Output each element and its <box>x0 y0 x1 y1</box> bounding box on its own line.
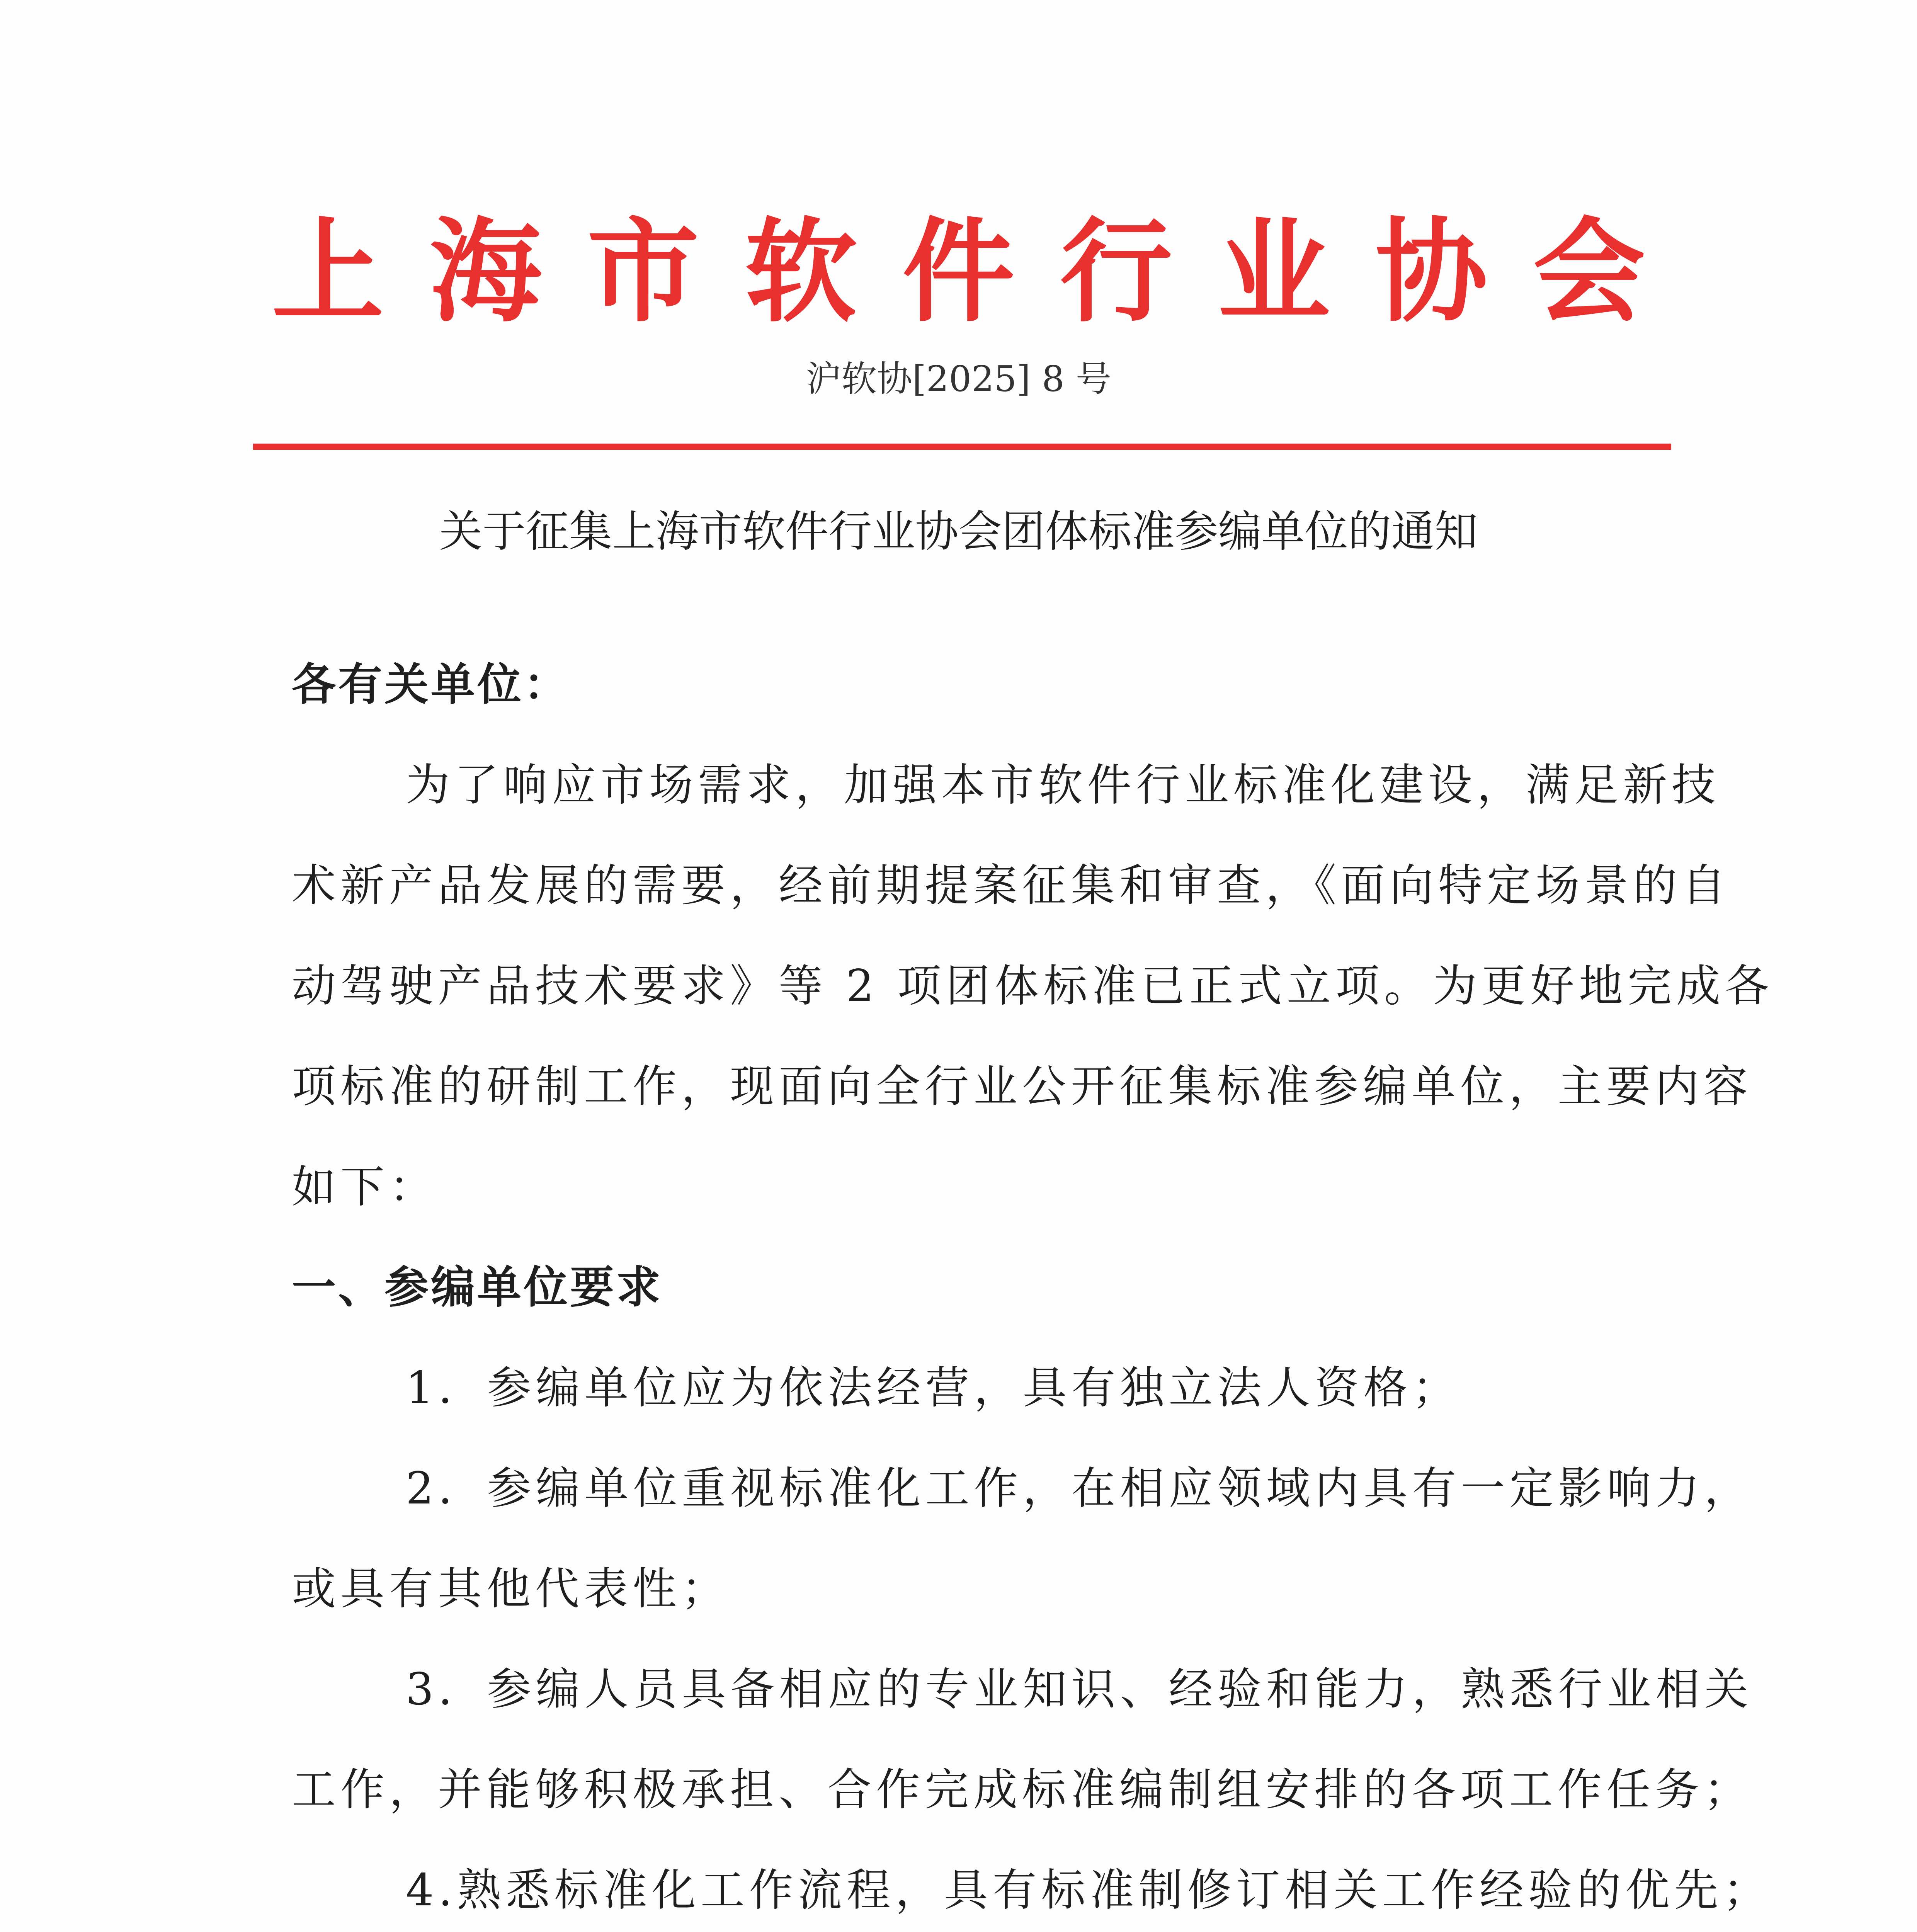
document-number: 沪软协[2025] 8 号 <box>806 358 1111 400</box>
section1-item-continuation: 工作，并能够积极承担、合作完成标准编制组安排的各项工作任务； <box>292 1764 1753 1815</box>
letterhead-org-name: 上海市软件行业协会 <box>272 207 1691 337</box>
intro-line: 动驾驶产品技术要求》等 2 项团体标准已正式立项。为更好地完成各 <box>292 960 1774 1012</box>
document-title: 关于征集上海市软件行业协会团体标准参编单位的通知 <box>439 507 1478 557</box>
section1-item: 1．参编单位应为依法经营，具有独立法人资格； <box>406 1362 1461 1413</box>
intro-line: 项标准的研制工作，现面向全行业公开征集标准参编单位，主要内容 <box>292 1061 1753 1112</box>
salutation: 各有关单位： <box>292 659 570 710</box>
intro-line: 如下： <box>292 1161 438 1213</box>
section1-item: 4.熟悉标准化工作流程，具有标准制修订相关工作经验的优先； <box>406 1864 1772 1916</box>
intro-line: 术新产品发展的需要，经前期提案征集和审查，《面向特定场景的自 <box>292 860 1731 911</box>
letterhead-divider <box>253 444 1671 450</box>
section1-heading: 一、参编单位要求 <box>292 1262 663 1313</box>
section1-item: 2．参编单位重视标准化工作，在相应领域内具有一定影响力， <box>406 1463 1753 1514</box>
intro-line: 为了响应市场需求，加强本市软件行业标准化建设，满足新技 <box>406 759 1721 811</box>
section1-item: 3．参编人员具备相应的专业知识、经验和能力，熟悉行业相关 <box>406 1663 1753 1715</box>
section1-item-continuation: 或具有其他代表性； <box>292 1563 730 1614</box>
